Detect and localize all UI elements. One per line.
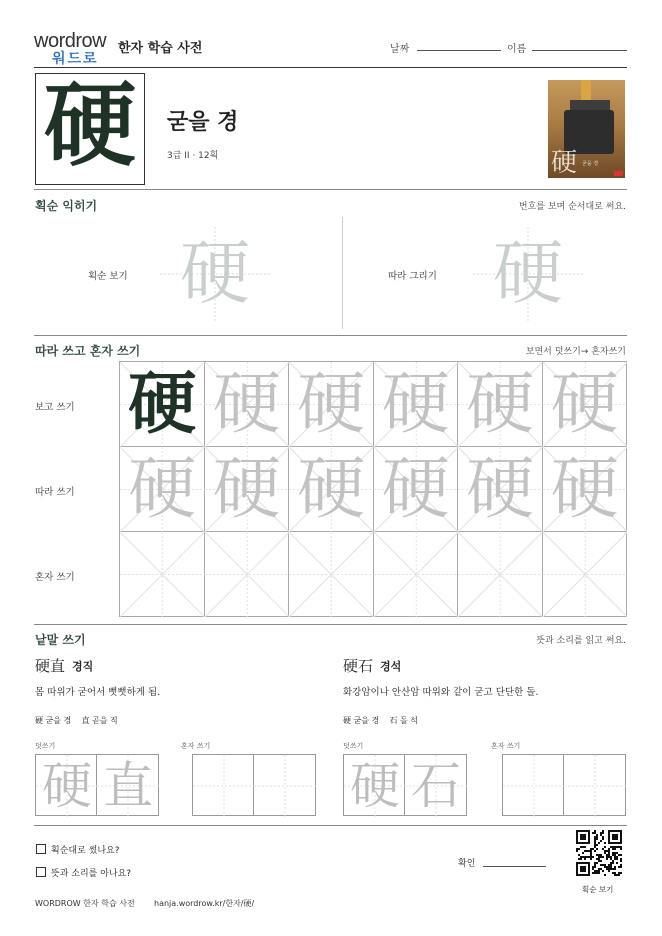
checkbox-stroke-order[interactable] — [36, 844, 46, 854]
date-field[interactable] — [417, 50, 501, 51]
stroke-divider — [342, 217, 343, 329]
stroke-trace-char: 硬 — [493, 232, 563, 314]
word-solo-boxes[interactable] — [192, 754, 316, 816]
writing-cell[interactable] — [374, 362, 459, 447]
footer-brand: WORDROW 한자 학습 사전 — [35, 899, 135, 908]
word-solo-boxes[interactable] — [502, 754, 626, 816]
word-reading: 경직 — [72, 660, 94, 673]
trace-char: 硬 — [466, 365, 535, 444]
trace-char: 硬 — [381, 365, 450, 444]
checkbox-meaning[interactable] — [36, 867, 46, 877]
stroke-section-note: 번호를 보며 순서대로 써요. — [518, 202, 626, 212]
solo-label: 혼자 쓰기 — [181, 742, 211, 750]
logo-wordmark: wordrow — [34, 30, 107, 52]
solo-writing-cell[interactable] — [205, 532, 290, 617]
word-solo-box[interactable] — [192, 754, 254, 816]
writing-cell[interactable] — [120, 362, 205, 447]
date-label: 날짜 — [390, 44, 410, 55]
trace-char: 硬 — [550, 450, 619, 529]
word-trace-char: 硬 — [42, 757, 92, 815]
footer-url[interactable]: hanja.wordrow.kr/한자/硬/ — [154, 899, 255, 908]
solo-writing-cell[interactable] — [374, 532, 459, 617]
word-definition: 화강암이나 안산암 따위와 같이 굳고 단단한 돌. — [343, 687, 539, 698]
section-divider — [34, 335, 627, 336]
qr-code-icon[interactable] — [576, 830, 622, 876]
check-label-meaning: 뜻과 소리를 아나요? — [51, 869, 132, 879]
app-title: 한자 학습 사전 — [118, 41, 203, 56]
word-trace-boxes[interactable] — [35, 754, 159, 816]
solo-label: 혼자 쓰기 — [491, 742, 521, 750]
stroke-trace-label: 따라 그리기 — [388, 271, 437, 282]
logo-korean: 워드로 — [52, 51, 99, 67]
word-solo-box[interactable] — [564, 754, 626, 816]
solo-writing-cell[interactable] — [543, 532, 628, 617]
check-label-stroke-order: 획순대로 썼나요? — [51, 846, 120, 856]
writing-cell[interactable] — [543, 362, 628, 447]
main-hanja: 硬 — [43, 71, 136, 179]
stroke-view-char: 硬 — [180, 232, 250, 314]
word-trace-char: 石 — [411, 757, 461, 815]
writing-section-title: 따라 쓰고 혼자 쓰기 — [35, 344, 141, 358]
word-hanja: 硬直 — [35, 657, 66, 675]
model-char: 硬 — [128, 364, 197, 444]
photo-hanja: 硬 — [551, 148, 578, 178]
writing-cell[interactable] — [543, 447, 628, 532]
word-trace-char: 硬 — [350, 757, 400, 815]
trace-char: 硬 — [466, 450, 535, 529]
word-hanja: 硬石 — [343, 657, 374, 675]
section-divider — [34, 825, 627, 826]
section-divider — [34, 189, 627, 190]
illustration-image — [548, 80, 625, 178]
words-section-note: 뜻과 소리를 읽고 써요. — [536, 636, 626, 646]
name-field[interactable] — [532, 50, 627, 51]
words-section-title: 낱말 쓰기 — [35, 633, 86, 647]
writing-cell[interactable] — [205, 362, 290, 447]
trace-char: 硬 — [550, 365, 619, 444]
trace-label: 덧쓰기 — [35, 742, 56, 750]
row-label-trace: 따라 쓰기 — [35, 487, 75, 498]
word-trace-box[interactable] — [405, 754, 467, 816]
trace-char: 硬 — [297, 450, 366, 529]
hanja-grade: 3급 II · 12획 — [167, 151, 219, 161]
word-definition: 몸 따위가 굳어서 뻣뻣하게 됨. — [35, 687, 161, 698]
writing-cell[interactable] — [120, 447, 205, 532]
trace-char: 硬 — [297, 365, 366, 444]
trace-char: 硬 — [212, 365, 281, 444]
row-label-solo: 혼자 쓰기 — [35, 572, 75, 583]
writing-cell[interactable] — [289, 447, 374, 532]
word-breakdown: 硬 굳을 경 直 곧을 직 — [35, 716, 118, 725]
confirm-label: 확인 — [458, 859, 476, 869]
confirm-field[interactable] — [483, 866, 546, 867]
word-solo-box[interactable] — [502, 754, 564, 816]
writing-cell[interactable] — [289, 362, 374, 447]
word-solo-box[interactable] — [254, 754, 316, 816]
stroke-section-title: 획순 익히기 — [35, 199, 98, 213]
word-trace-boxes[interactable] — [343, 754, 467, 816]
solo-writing-cell[interactable] — [120, 532, 205, 617]
word-trace-box[interactable] — [35, 754, 97, 816]
word-trace-char: 直 — [103, 757, 153, 815]
stroke-view-label: 획순 보기 — [88, 271, 128, 282]
word-trace-box[interactable] — [97, 754, 159, 816]
trace-char: 硬 — [381, 450, 450, 529]
writing-cell[interactable] — [205, 447, 290, 532]
qr-label: 획순 보기 — [582, 885, 614, 894]
writing-cell[interactable] — [374, 447, 459, 532]
writing-section-note: 보면서 덧쓰기→ 혼자쓰기 — [525, 347, 626, 357]
word-breakdown: 硬 굳을 경 石 돌 석 — [343, 716, 418, 725]
trace-char: 硬 — [128, 450, 197, 529]
trace-char: 硬 — [212, 450, 281, 529]
stroke-order-diagram — [160, 227, 270, 322]
name-label: 이름 — [507, 44, 527, 55]
hanja-meaning: 굳을 경 — [167, 110, 239, 135]
solo-writing-cell[interactable] — [289, 532, 374, 617]
row-label-view: 보고 쓰기 — [35, 402, 75, 413]
stroke-trace-area[interactable] — [473, 227, 583, 322]
trace-label: 덧쓰기 — [343, 742, 364, 750]
word-trace-box[interactable] — [343, 754, 405, 816]
section-divider — [34, 624, 627, 625]
writing-grid — [119, 361, 627, 617]
writing-cell[interactable] — [458, 447, 543, 532]
word-reading: 경석 — [380, 660, 402, 673]
solo-writing-cell[interactable] — [458, 532, 543, 617]
photo-caption: 굳을 경 — [582, 161, 599, 167]
writing-cell[interactable] — [458, 362, 543, 447]
